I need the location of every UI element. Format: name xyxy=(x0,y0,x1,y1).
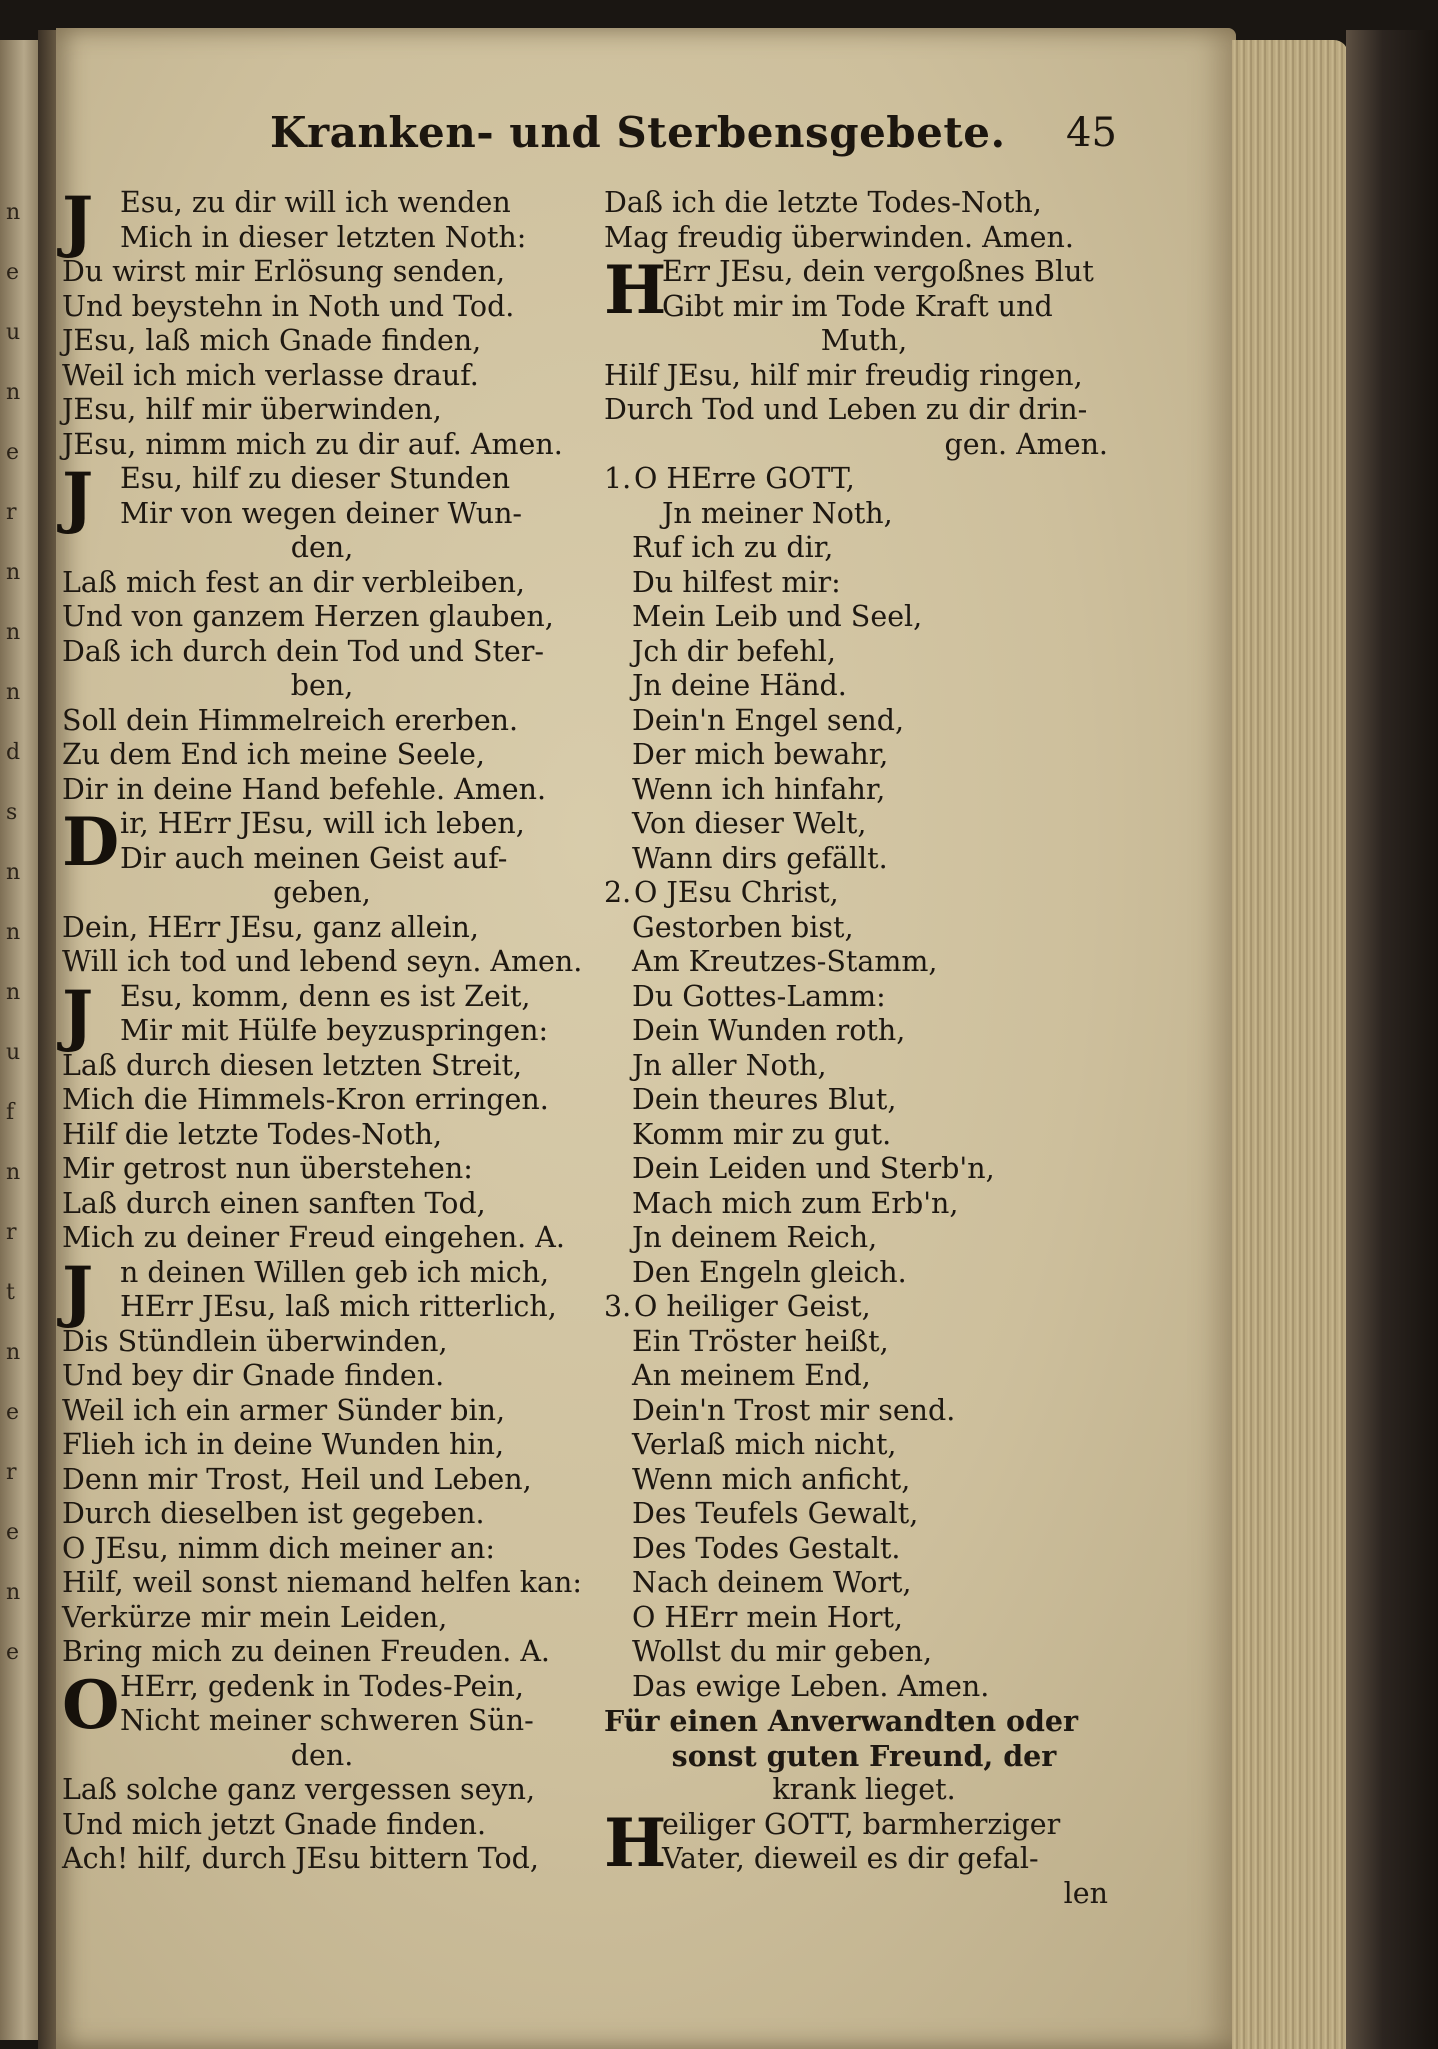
text-line: Dein'n Trost mir send. xyxy=(632,1393,956,1427)
verse-number: 2. xyxy=(604,876,632,909)
text-line: Laß durch diesen letzten Streit, xyxy=(62,1048,523,1082)
drop-cap: O xyxy=(62,1665,120,1744)
previous-page-fragment: n xyxy=(6,1160,21,1185)
line-text: Esu, hilf zu dieser Stunden xyxy=(120,462,511,495)
previous-page-fragment: n xyxy=(6,680,21,705)
line-text: eiliger GOTT, barmherziger xyxy=(662,1807,1061,1841)
line-text: HErr, gedenk in Todes-Pein, xyxy=(120,1669,524,1703)
text-line: Laß mich fest an dir verbleiben, xyxy=(62,565,525,599)
text-line: Mich zu deiner Freud eingehen. A. xyxy=(62,1221,565,1254)
right-column xyxy=(604,186,1124,1911)
previous-page-fragment: n xyxy=(6,860,21,885)
text-line: Verkürze mir mein Leiden, xyxy=(62,1600,448,1634)
text-line: Du Gottes-Lamm: xyxy=(632,979,886,1013)
text-line: geben, xyxy=(273,876,371,909)
text-line: Nicht meiner schweren Sün- xyxy=(120,1704,534,1737)
previous-page-fragment: n xyxy=(6,1580,21,1605)
previous-page-fragment: s xyxy=(6,800,18,825)
text-line: Jn deinem Reich, xyxy=(632,1221,878,1254)
text-line: An meinem End, xyxy=(632,1359,871,1392)
text-line: Dis Stündlein überwinden, xyxy=(62,1324,448,1358)
text-line: den, xyxy=(290,531,354,564)
text-line: Durch dieselben ist gegeben. xyxy=(62,1497,485,1530)
text-line: Des Teufels Gewalt, xyxy=(632,1497,919,1530)
text-line: Komm mir zu gut. xyxy=(632,1117,892,1151)
text-line: Jch dir befehl, xyxy=(632,634,836,668)
text-line: krank lieget. xyxy=(772,1773,956,1806)
verse-number: 1. xyxy=(604,462,632,495)
line-text: n deinen Willen geb ich mich, xyxy=(120,1255,550,1289)
text-line: Der mich bewahr, xyxy=(632,738,889,771)
text-line: Wann dirs gefällt. xyxy=(632,841,888,875)
text-line: O HErr mein Hort, xyxy=(632,1600,903,1634)
line-text: ir, HErr JEsu, will ich leben, xyxy=(120,807,525,840)
drop-cap: J xyxy=(62,182,94,260)
text-line: Weil ich ein armer Sünder bin, xyxy=(62,1393,506,1427)
text-line: Mir mit Hülfe beyzuspringen: xyxy=(120,1014,549,1047)
running-head: Kranken- und Sterbensgebete. xyxy=(270,108,1006,157)
previous-page-fragment: d xyxy=(6,740,21,765)
previous-page-fragment: n xyxy=(6,980,21,1005)
previous-page-fragment: e xyxy=(6,440,20,465)
text-line: JEsu, nimm mich zu dir auf. Amen. xyxy=(62,427,563,461)
text-line: Mir getrost nun überstehen: xyxy=(62,1152,473,1185)
text-line: Und von ganzem Herzen glauben, xyxy=(62,600,554,633)
text-line: Dein, HErr JEsu, ganz allein, xyxy=(62,910,479,944)
text-line: Mir von wegen deiner Wun- xyxy=(120,496,523,530)
text-line: Dein'n Engel send, xyxy=(632,703,905,737)
text-line: Weil ich mich verlasse drauf. xyxy=(62,358,479,392)
text-line: Denn mir Trost, Heil und Leben, xyxy=(62,1462,532,1496)
previous-page-fragment: n xyxy=(6,560,21,585)
text-line xyxy=(604,876,1124,911)
previous-page-fragment: n xyxy=(6,920,21,945)
text-line: Jn meiner Noth, xyxy=(662,496,893,530)
text-line: Und mich jetzt Gnade finden. xyxy=(62,1807,487,1841)
text-line: Ein Tröster heißt, xyxy=(632,1324,889,1358)
text-line: Mach mich zum Erb'n, xyxy=(632,1186,959,1220)
previous-page-fragment: u xyxy=(6,320,21,345)
previous-page-fragment: n xyxy=(6,620,21,645)
book-cover-edge xyxy=(1346,30,1438,2049)
text-line: Mich in dieser letzten Noth: xyxy=(120,220,527,254)
text-line: Und bey dir Gnade finden. xyxy=(62,1359,445,1392)
text-line: Dein Wunden roth, xyxy=(632,1014,906,1047)
text-line: Ruf ich zu dir, xyxy=(632,531,834,564)
text-line: Von dieser Welt, xyxy=(632,807,867,840)
text-line: Durch Tod und Leben zu dir drin- xyxy=(604,393,1088,426)
text-line: Dir auch meinen Geist auf- xyxy=(120,841,508,875)
text-line: Dein theures Blut, xyxy=(632,1083,897,1116)
text-line: Laß durch einen sanften Tod, xyxy=(62,1186,486,1220)
text-line: JEsu, hilf mir überwinden, xyxy=(62,393,442,426)
text-line: Mein Leib und Seel, xyxy=(632,600,923,633)
previous-page-fragment: n xyxy=(6,200,21,225)
text-line: Den Engeln gleich. xyxy=(632,1255,907,1289)
text-line: Nach deinem Wort, xyxy=(632,1566,912,1599)
previous-page-fragment: r xyxy=(6,1220,17,1245)
text-line: Für einen Anverwandten oder xyxy=(604,1704,1079,1738)
text-line: Wollst du mir geben, xyxy=(632,1635,933,1668)
previous-page-fragment: e xyxy=(6,260,20,285)
text-line: Jn aller Noth, xyxy=(632,1048,827,1082)
previous-page-fragment: r xyxy=(6,500,17,525)
text-line: Hilf JEsu, hilf mir freudig ringen, xyxy=(604,358,1083,392)
left-column xyxy=(62,182,583,1877)
drop-cap: J xyxy=(62,1251,94,1330)
text-line: Hilf die letzte Todes-Noth, xyxy=(62,1117,443,1151)
text-line: JEsu, laß mich Gnade finden, xyxy=(62,324,482,357)
previous-page-fragment: n xyxy=(6,1340,21,1365)
text-line: Daß ich die letzte Todes-Noth, xyxy=(604,186,1042,219)
text-line: len xyxy=(1063,1876,1108,1910)
text-line: Vater, dieweil es dir gefal- xyxy=(662,1842,1039,1875)
drop-cap: J xyxy=(62,458,94,536)
text-line: Daß ich durch dein Tod und Ster- xyxy=(62,634,545,668)
drop-cap: J xyxy=(62,975,94,1054)
text-line: Will ich tod und lebend seyn. Amen. xyxy=(62,945,583,978)
text-line: Hilf, weil sonst niemand helfen kan: xyxy=(62,1566,582,1599)
text-line: Soll dein Himmelreich ererben. xyxy=(62,703,519,737)
drop-cap: D xyxy=(62,803,120,881)
previous-page-fragment: e xyxy=(6,1520,20,1545)
page-number: 45 xyxy=(1066,110,1117,156)
text-line: ben, xyxy=(290,669,354,702)
line-text: Err JEsu, dein vergoßnes Blut xyxy=(662,255,1094,288)
drop-cap: H xyxy=(604,1803,667,1882)
text-line: Dir in deine Hand befehle. Amen. xyxy=(62,772,547,806)
text-line: Ach! hilf, durch JEsu bittern Tod, xyxy=(62,1842,539,1875)
text-line: Und beystehn in Noth und Tod. xyxy=(62,289,515,323)
text-line: Verlaß mich nicht, xyxy=(632,1428,897,1461)
text-line: Mag freudig überwinden. Amen. xyxy=(604,220,1074,254)
text-line xyxy=(604,462,1124,497)
text-line: Wenn ich hinfahr, xyxy=(632,772,886,806)
line-text: O HErre GOTT, xyxy=(634,462,855,495)
previous-page-fragment: n xyxy=(6,380,21,405)
text-line: Laß solche ganz vergessen seyn, xyxy=(62,1773,536,1806)
previous-page-fragment: e xyxy=(6,1400,20,1425)
line-text: Esu, komm, denn es ist Zeit, xyxy=(120,979,531,1013)
text-line: Zu dem End ich meine Seele, xyxy=(62,738,485,771)
text-line: O JEsu, nimm dich meiner an: xyxy=(62,1531,495,1565)
text-line: Gestorben bist, xyxy=(632,910,854,944)
text-line: gen. Amen. xyxy=(944,427,1108,461)
text-line: Am Kreutzes-Stamm, xyxy=(632,945,938,978)
previous-page-fragment: u xyxy=(6,1040,21,1065)
text-line: sonst guten Freund, der xyxy=(671,1738,1057,1773)
text-line xyxy=(604,1290,1124,1325)
previous-page-fragment: t xyxy=(6,1280,15,1305)
previous-page-fragment: e xyxy=(6,1640,20,1665)
line-text: O heiliger Geist, xyxy=(634,1290,871,1323)
text-line: Flieh ich in deine Wunden hin, xyxy=(62,1428,505,1461)
text-line: Bring mich zu deinen Freuden. A. xyxy=(62,1635,550,1668)
text-line: Mich die Himmels-Kron erringen. xyxy=(62,1083,549,1116)
text-line: HErr JEsu, laß mich ritterlich, xyxy=(120,1290,557,1323)
previous-page-fragment: f xyxy=(6,1100,15,1125)
text-line: Des Todes Gestalt. xyxy=(632,1531,901,1565)
text-line: Wenn mich anficht, xyxy=(632,1462,911,1496)
text-line: den. xyxy=(290,1738,354,1772)
drop-cap: H xyxy=(604,251,667,329)
text-line: Du hilfest mir: xyxy=(632,565,841,599)
text-line: Gibt mir im Tode Kraft und xyxy=(662,289,1053,323)
text-line: Jn deine Händ. xyxy=(632,669,847,702)
line-text: Esu, zu dir will ich wenden xyxy=(120,186,511,219)
verse-number: 3. xyxy=(604,1290,632,1323)
previous-page-fragment: r xyxy=(6,1460,17,1485)
text-line: Du wirst mir Erlösung senden, xyxy=(62,255,506,288)
text-line: Das ewige Leben. Amen. xyxy=(632,1669,990,1703)
page-fore-edge xyxy=(1232,40,1348,2049)
line-text: O JEsu Christ, xyxy=(634,876,839,909)
text-line: Muth, xyxy=(820,324,908,357)
text-line: Dein Leiden und Sterb'n, xyxy=(632,1152,995,1185)
previous-page-edge xyxy=(0,40,40,2040)
